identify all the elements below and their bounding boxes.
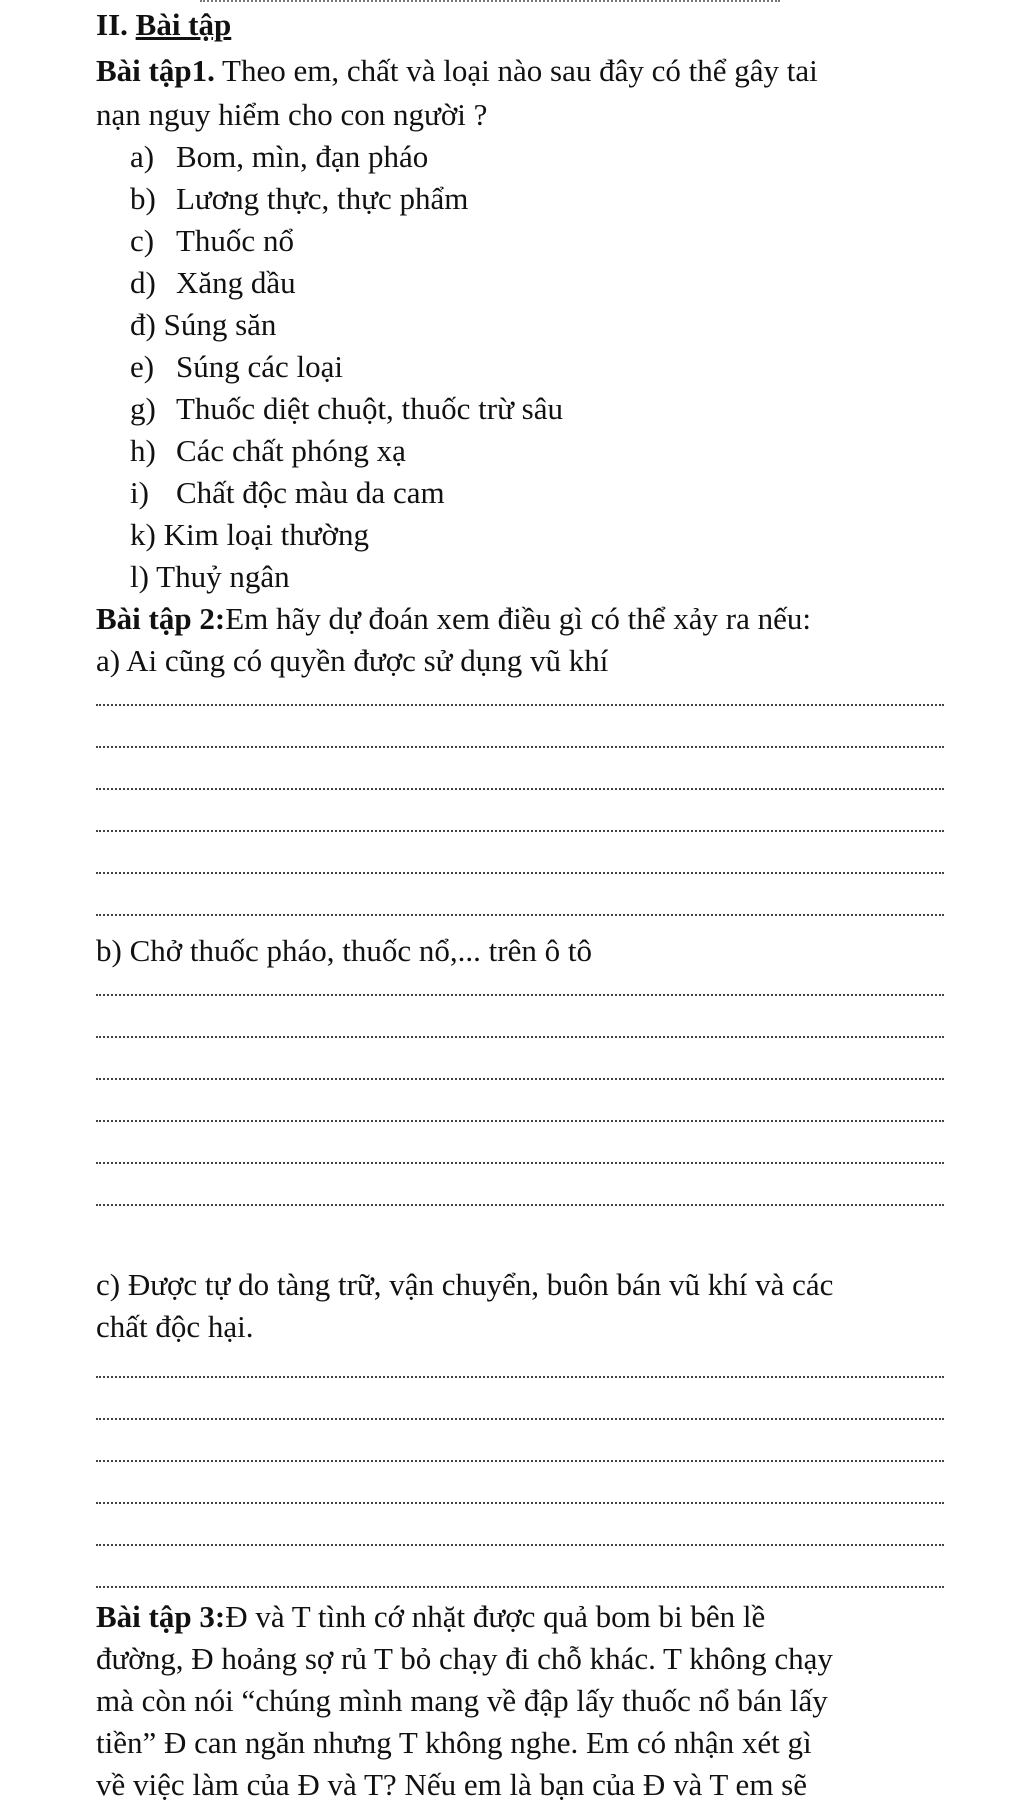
ex1-option-dd [130, 306, 276, 344]
answer-line [96, 830, 944, 832]
ex3-label: Bài tập 3: [96, 1599, 226, 1634]
option-marker: i) [130, 475, 149, 510]
option-marker: e) [130, 349, 155, 384]
answer-line [96, 914, 944, 916]
answer-line [96, 704, 944, 706]
ex3-line4: tiền” Đ can ngăn nhưng T không nghe. Em có nhận xét gì [96, 1725, 812, 1760]
ex1-option-g [130, 390, 563, 428]
ex3-line2: đường, Đ hoảng sợ rủ T bỏ chạy đi chỗ khác. T không chạy [96, 1641, 833, 1676]
option-text: Thuốc diệt chuột, thuốc trừ sâu [176, 391, 563, 426]
option-marker: k) [130, 517, 156, 552]
answer-line [96, 746, 944, 748]
answer-line [96, 1502, 944, 1504]
section-title: Bài tập [135, 7, 232, 42]
ex1-question-line2: nạn nguy hiểm cho con người ? [96, 97, 488, 132]
option-marker: a) [130, 139, 155, 174]
option-text: Bom, mìn, đạn pháo [176, 139, 429, 174]
option-text: Xăng dầu [176, 265, 296, 300]
ex2-question-text: Em hãy dự đoán xem điều gì có thể xảy ra nếu: [225, 601, 812, 636]
answer-line [96, 1162, 944, 1164]
option-text: Các chất phóng xạ [176, 433, 406, 468]
section-roman: II. [96, 7, 128, 42]
ex1-option-c [130, 222, 294, 260]
option-marker: c) [130, 223, 155, 258]
answer-line [96, 994, 944, 996]
ex2-question [96, 600, 811, 638]
ex3-text: Đ và T tình cớ nhặt được quả bom bi bên lề [225, 1599, 766, 1634]
ex1-option-d [130, 264, 296, 302]
answer-line [96, 1586, 944, 1588]
answer-line [96, 788, 944, 790]
answer-line [96, 1120, 944, 1122]
option-text: Chất độc màu da cam [176, 475, 445, 510]
option-text: Súng các loại [176, 349, 344, 384]
answer-line [96, 1204, 944, 1206]
ex1-option-l [130, 558, 290, 596]
ex1-question-line1 [96, 52, 818, 90]
ex1-label: Bài tập1. [96, 53, 215, 88]
ex1-option-h [130, 432, 406, 470]
answer-line [96, 1376, 944, 1378]
ex3-line1 [96, 1598, 765, 1636]
answer-line [96, 1460, 944, 1462]
ex1-option-i [130, 474, 445, 512]
answer-line [96, 1036, 944, 1038]
option-text: Thuỷ ngân [156, 559, 290, 594]
option-marker: h) [130, 433, 156, 468]
ex2-part-c-line1: c) Được tự do tàng trữ, vận chuyển, buôn bán vũ khí và các [96, 1267, 834, 1302]
option-marker: g) [130, 391, 156, 426]
cropped-previous-line [200, 0, 780, 5]
option-text: Thuốc nổ [176, 223, 294, 258]
ex1-option-a [130, 138, 428, 176]
answer-line [96, 1418, 944, 1420]
ex1-question-text: Theo em, chất và loại nào sau đây có thể gây tai [214, 53, 818, 88]
option-marker: b) [130, 181, 156, 216]
ex2-part-c-line2: chất độc hại. [96, 1309, 254, 1344]
section-heading [96, 6, 231, 44]
option-marker: đ) [130, 307, 156, 342]
option-text: Súng săn [163, 307, 277, 342]
answer-line [96, 872, 944, 874]
ex1-option-b [130, 180, 468, 218]
ex1-option-k [130, 516, 369, 554]
ex3-line5: về việc làm của Đ và T? Nếu em là bạn của Đ và T em sẽ [96, 1767, 808, 1802]
ex2-part-b: b) Chở thuốc pháo, thuốc nổ,... trên ô tô [96, 933, 592, 968]
answer-line [96, 1078, 944, 1080]
option-marker: d) [130, 265, 156, 300]
option-text: Lương thực, thực phẩm [176, 181, 469, 216]
answer-line [96, 1544, 944, 1546]
ex1-option-e [130, 348, 343, 386]
ex2-part-a: a) Ai cũng có quyền được sử dụng vũ khí [96, 643, 609, 678]
option-marker: l) [130, 559, 149, 594]
option-text: Kim loại thường [163, 517, 369, 552]
ex3-line3: mà còn nói “chúng mình mang về đập lấy thuốc nổ bán lấy [96, 1683, 828, 1718]
ex2-label: Bài tập 2: [96, 601, 226, 636]
